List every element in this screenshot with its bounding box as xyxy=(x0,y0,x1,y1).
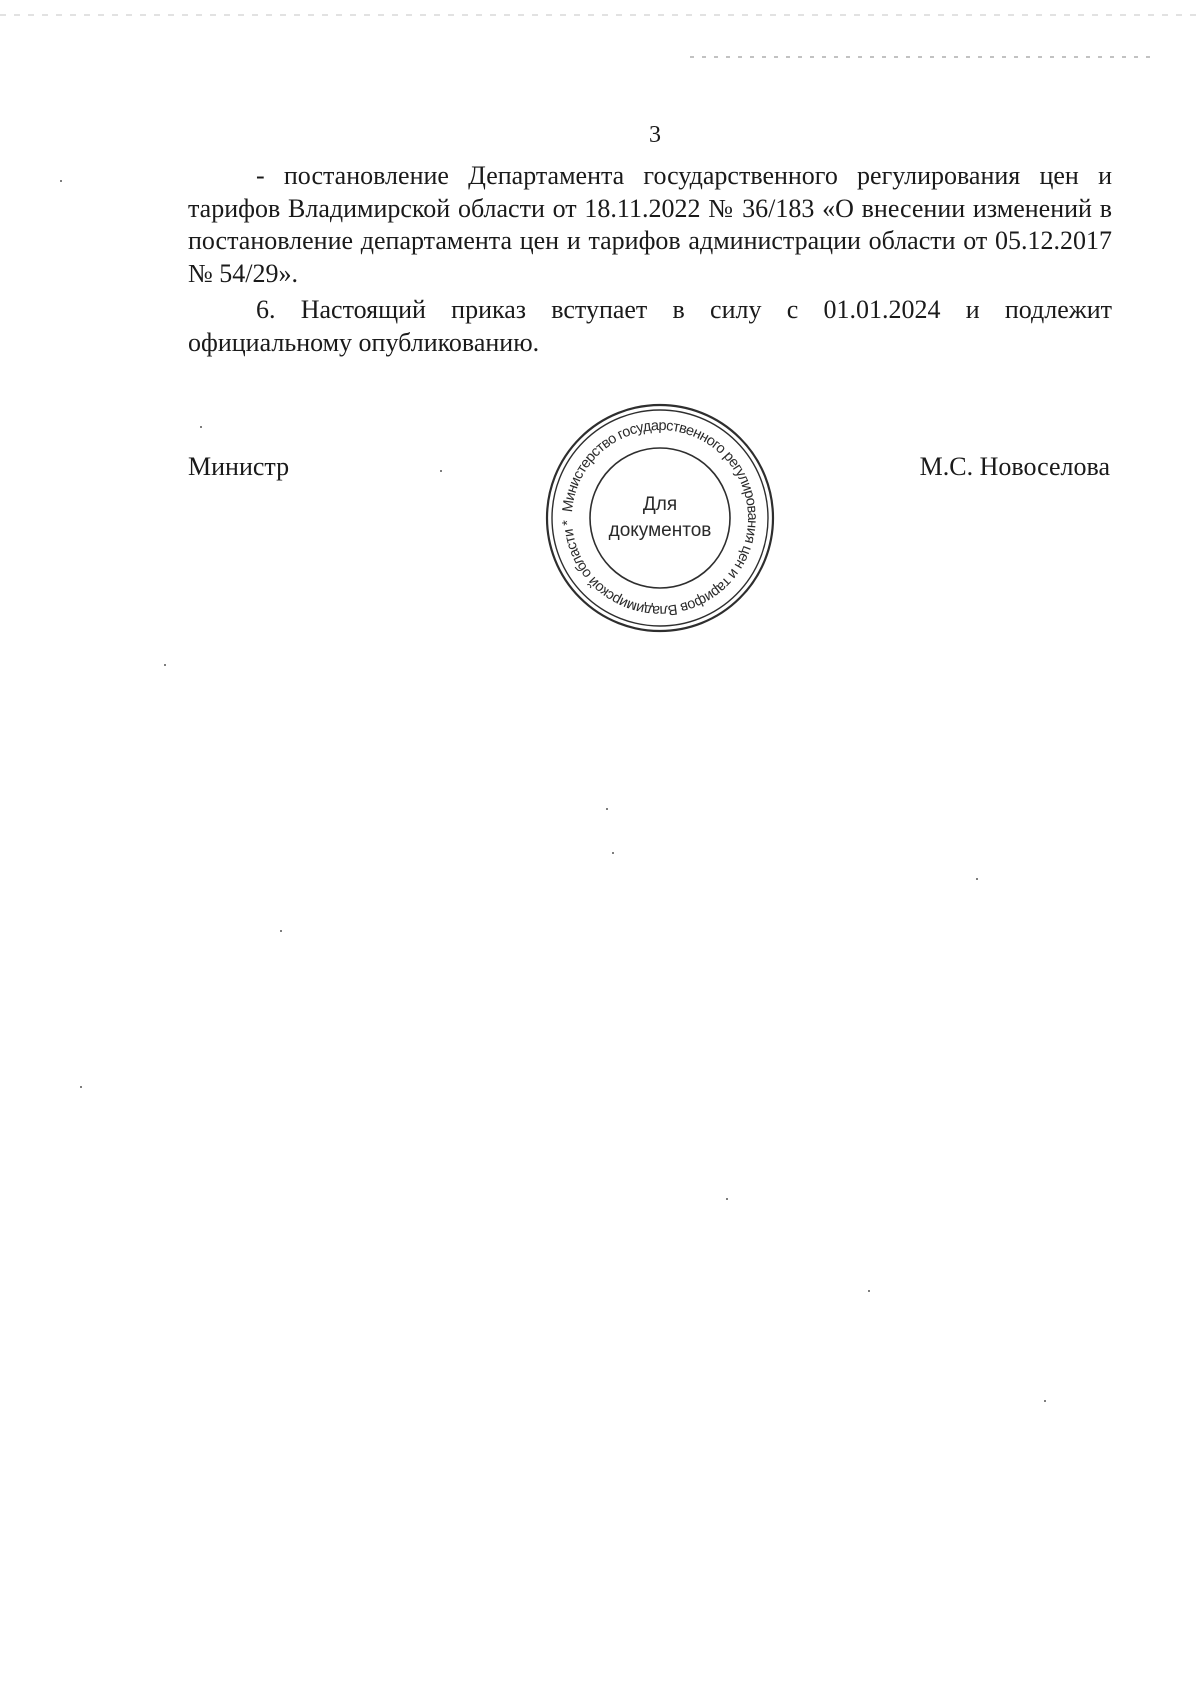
scan-speck xyxy=(606,808,608,810)
stamp-center xyxy=(540,398,780,638)
paragraph-resolution: - постановление Департамента государственного регулирования цен и тарифов Владимирской области от 18.11.2022 № 36/183 «О внесении изменений в постановление департамента цен и тарифов администрации области от 05.12.2017 № 54/29». xyxy=(188,161,1112,288)
signatory-name: М.С. Новоселова xyxy=(919,452,1110,481)
stamp-center-line-2: документов xyxy=(608,520,712,541)
paragraph-effective-date: 6. Настоящий приказ вступает в силу с 01.01.2024 и подлежит официальному опубликованию. xyxy=(188,295,1112,357)
scan-speck xyxy=(612,852,614,854)
scan-speck xyxy=(60,180,62,182)
scan-edge-artifact xyxy=(0,14,1200,16)
scan-speck xyxy=(726,1198,728,1200)
scan-speck xyxy=(280,930,282,932)
scan-speck xyxy=(200,426,202,428)
page-number: 3 xyxy=(649,122,661,148)
stamp-ring-text: Министерство государственного регулирования цен и тарифов Владимирской области * xyxy=(559,417,761,619)
scan-speck xyxy=(440,470,442,472)
scan-edge-artifact xyxy=(690,56,1150,58)
scan-speck xyxy=(164,664,166,666)
scan-speck xyxy=(976,878,978,880)
official-stamp xyxy=(540,398,780,638)
signatory-title: Министр xyxy=(188,452,290,481)
scan-speck xyxy=(1044,1400,1046,1402)
scan-speck xyxy=(868,1290,870,1292)
stamp-center-line-1: Для xyxy=(642,494,678,515)
scan-speck xyxy=(80,1086,82,1088)
